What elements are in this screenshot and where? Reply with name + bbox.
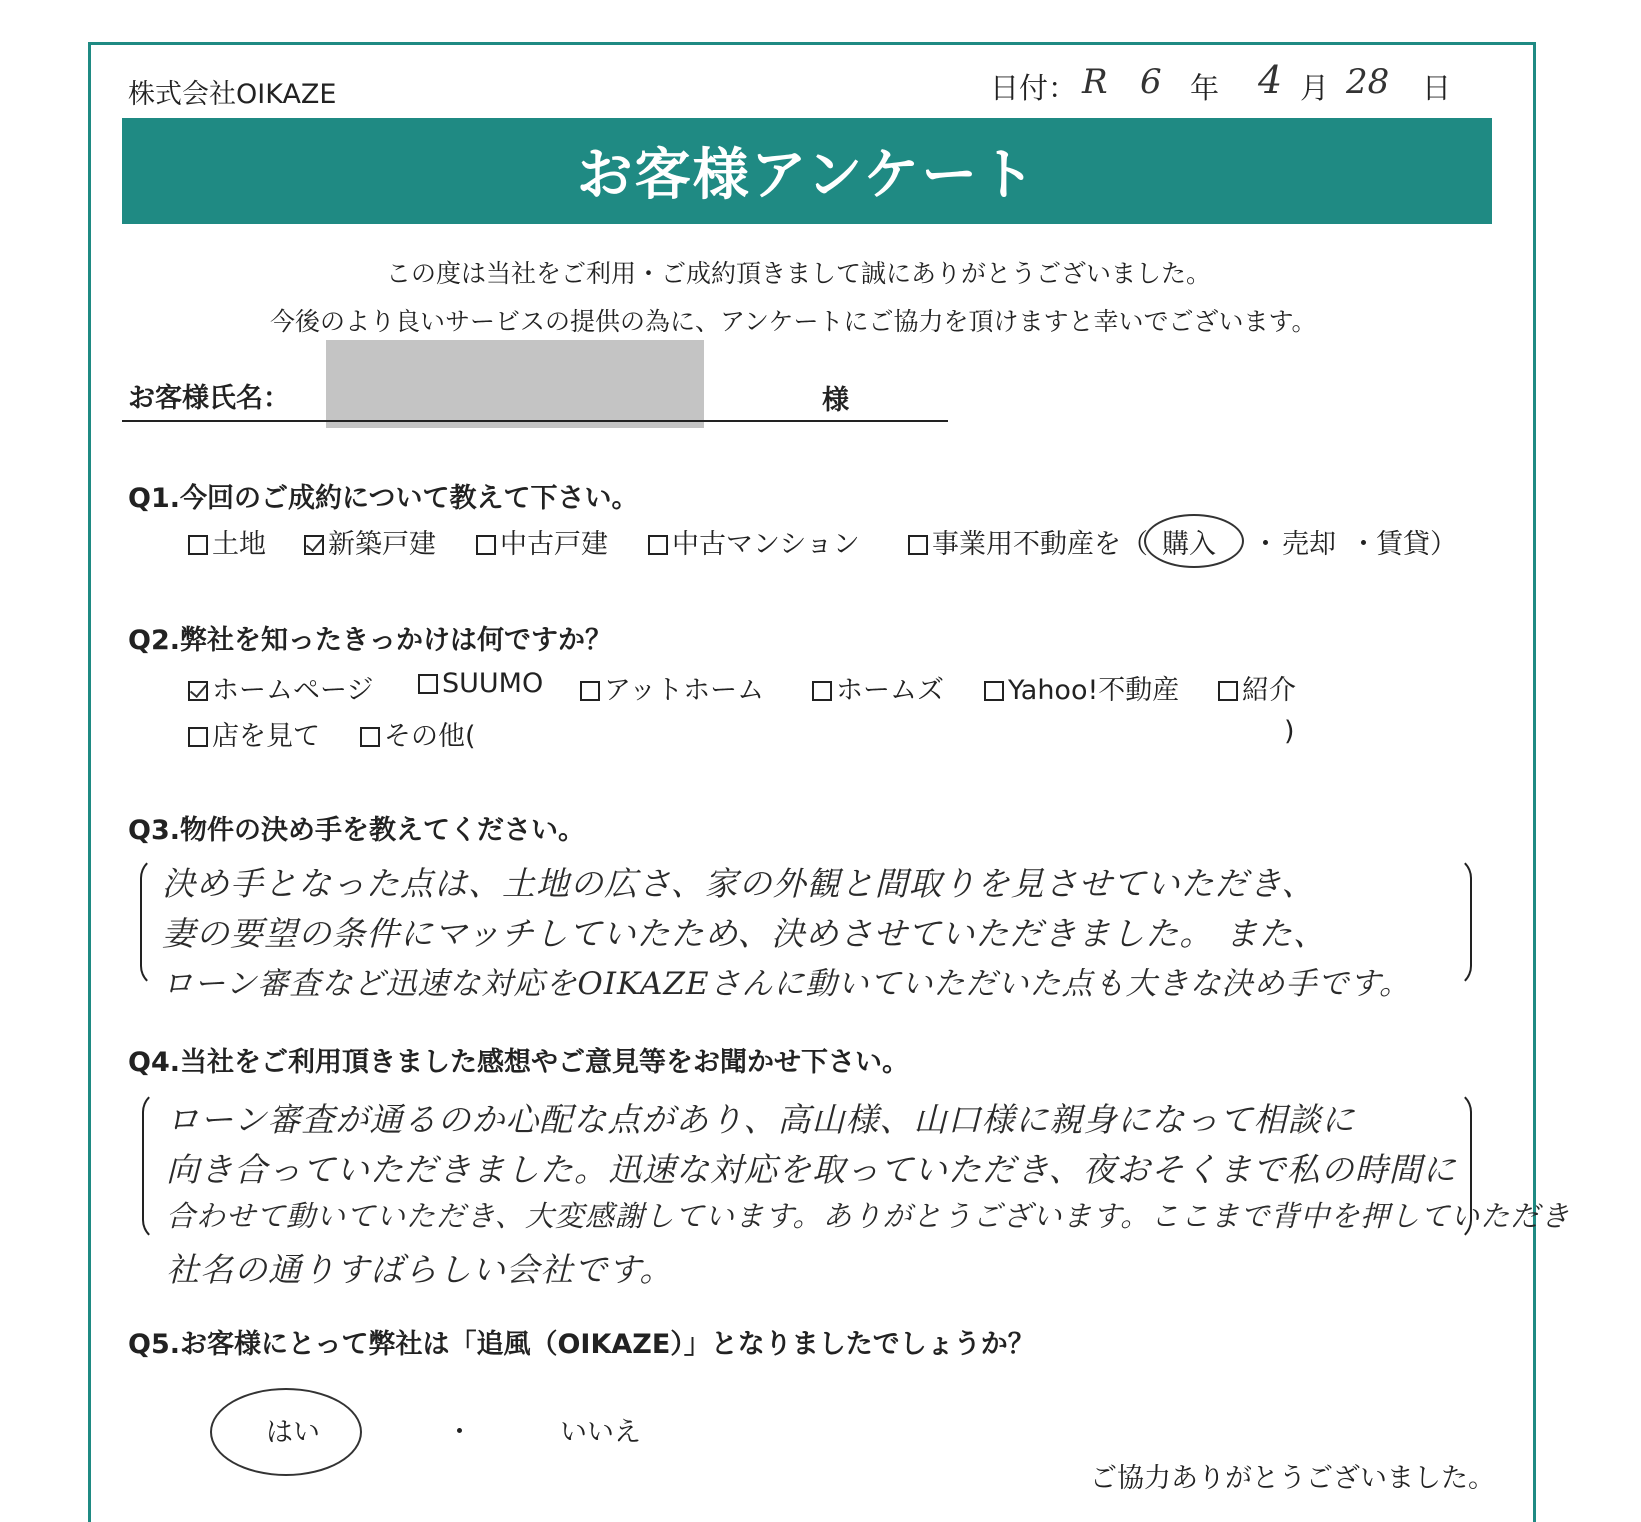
checkbox[interactable] [360, 727, 380, 747]
q5-yes[interactable]: はい [266, 1417, 320, 1448]
checkbox[interactable] [648, 535, 668, 555]
checkbox[interactable] [984, 681, 1004, 701]
q2-option-label: その他( [384, 721, 476, 752]
q1-option[interactable] [476, 522, 608, 561]
q4-answer-line: 向き合っていただきました。迅速な対応を取っていただき、夜おそくまで私の時間に [166, 1150, 1457, 1189]
checkbox-checked[interactable] [304, 535, 324, 555]
q2-option-label: アットホーム [604, 675, 765, 706]
redacted-name [326, 340, 704, 428]
q4-answer-line: 合わせて動いていただき、大変感謝しています。ありがとうございます。ここまで背中を押していただき [166, 1199, 1571, 1233]
q2-option[interactable] [812, 668, 944, 707]
q2-option[interactable] [1218, 668, 1296, 707]
q1-option[interactable] [304, 522, 436, 561]
q1-buy[interactable]: 購入 [1162, 529, 1216, 560]
q1-rent[interactable]: 賃貸） [1376, 529, 1457, 560]
checkbox[interactable] [418, 674, 438, 694]
q3-answer-line: 妻の要望の条件にマッチしていたため、決めさせていただきました。 また、 [162, 914, 1327, 953]
q4-answer-line: ローン審査が通るのか心配な点があり、高山様、山口様に親身になって相談に [166, 1100, 1356, 1139]
q2-option[interactable] [188, 714, 320, 753]
checkbox-checked[interactable] [188, 681, 208, 701]
q1-question: Q1.今回のご成約について教えて下さい。 [128, 483, 639, 514]
q1-sep: ・ [1252, 529, 1279, 560]
q5-no[interactable]: いいえ [560, 1417, 641, 1448]
q1-option-label: 中古戸建 [500, 529, 608, 560]
q3-question: Q3.物件の決め手を教えてください。 [128, 815, 585, 846]
q2-option-label: ホームページ [212, 675, 374, 706]
intro-line-1: この度は当社をご利用・ご成約頂きまして誠にありがとうございました。 [386, 259, 1212, 288]
date-label: 日付： [990, 71, 1078, 105]
q1-option-label: 中古マンション [672, 529, 860, 560]
name-underline [122, 420, 948, 422]
q2-option[interactable] [418, 668, 543, 699]
customer-name-label: お客様氏名： [128, 383, 290, 414]
q2-option-label: Yahoo!不動産 [1008, 675, 1180, 706]
q4-question: Q4.当社をご利用頂きました感想やご意見等をお聞かせ下さい。 [128, 1047, 909, 1078]
q1-option-label: 事業用不動産を（ [932, 529, 1148, 560]
checkbox[interactable] [188, 535, 208, 555]
date-day: 28 [1346, 62, 1390, 102]
year-unit: 年 [1190, 71, 1220, 105]
day-unit: 日 [1422, 71, 1452, 105]
company-name: 株式会社OIKAZE [128, 79, 337, 110]
checkbox[interactable] [188, 727, 208, 747]
date-month: 4 [1258, 58, 1283, 102]
q1-option-label: 新築戸建 [328, 529, 436, 560]
q2-option[interactable] [580, 668, 764, 707]
q3-answer-line: ローン審査など迅速な対応をOIKAZEさんに動いていただいた点も大きな決め手です。 [162, 966, 1412, 1002]
q1-option[interactable] [648, 522, 860, 561]
q2-option-label: 店を見て [212, 721, 320, 752]
selection-circle [1144, 514, 1244, 568]
q2-option-label: 紹介 [1242, 675, 1296, 706]
closing-message: ご協力ありがとうございました。 [1090, 1463, 1495, 1494]
q1-option-label: 土地 [212, 529, 266, 560]
checkbox[interactable] [580, 681, 600, 701]
q2-option-label: ホームズ [836, 675, 944, 706]
checkbox[interactable] [812, 681, 832, 701]
q1-option[interactable] [188, 522, 266, 561]
checkbox[interactable] [476, 535, 496, 555]
intro-line-2: 今後のより良いサービスの提供の為に、アンケートにご協力を頂けますと幸いでございます。 [270, 307, 1317, 336]
q1-sell[interactable]: 売却 [1282, 529, 1336, 560]
name-suffix: 様 [822, 385, 849, 416]
checkbox[interactable] [908, 535, 928, 555]
q5-sep: ・ [446, 1417, 473, 1448]
month-unit: 月 [1300, 71, 1330, 105]
survey-title: お客様アンケート [576, 143, 1038, 208]
date-year: 6 [1140, 62, 1162, 102]
q1-option[interactable] [908, 522, 1148, 561]
q2-option-label: SUUMO [442, 668, 544, 699]
q2-question: Q2.弊社を知ったきっかけは何ですか？ [128, 625, 612, 656]
q2-option[interactable] [984, 668, 1179, 707]
checkbox[interactable] [1218, 681, 1238, 701]
q3-answer-line: 決め手となった点は、土地の広さ、家の外観と間取りを見させていただき、 [162, 864, 1316, 903]
q2-option[interactable] [188, 668, 373, 707]
q1-sep: ・ [1350, 529, 1377, 560]
date-era: R [1082, 62, 1108, 102]
title-banner [122, 118, 1492, 224]
q4-answer-line: 社名の通りすばらしい会社です。 [166, 1250, 674, 1289]
q2-option[interactable] [360, 714, 476, 753]
q2-close-paren: ) [1284, 716, 1295, 747]
q5-question: Q5.お客様にとって弊社は「追風（OIKAZE）」となりましたでしょうか？ [128, 1329, 1035, 1360]
